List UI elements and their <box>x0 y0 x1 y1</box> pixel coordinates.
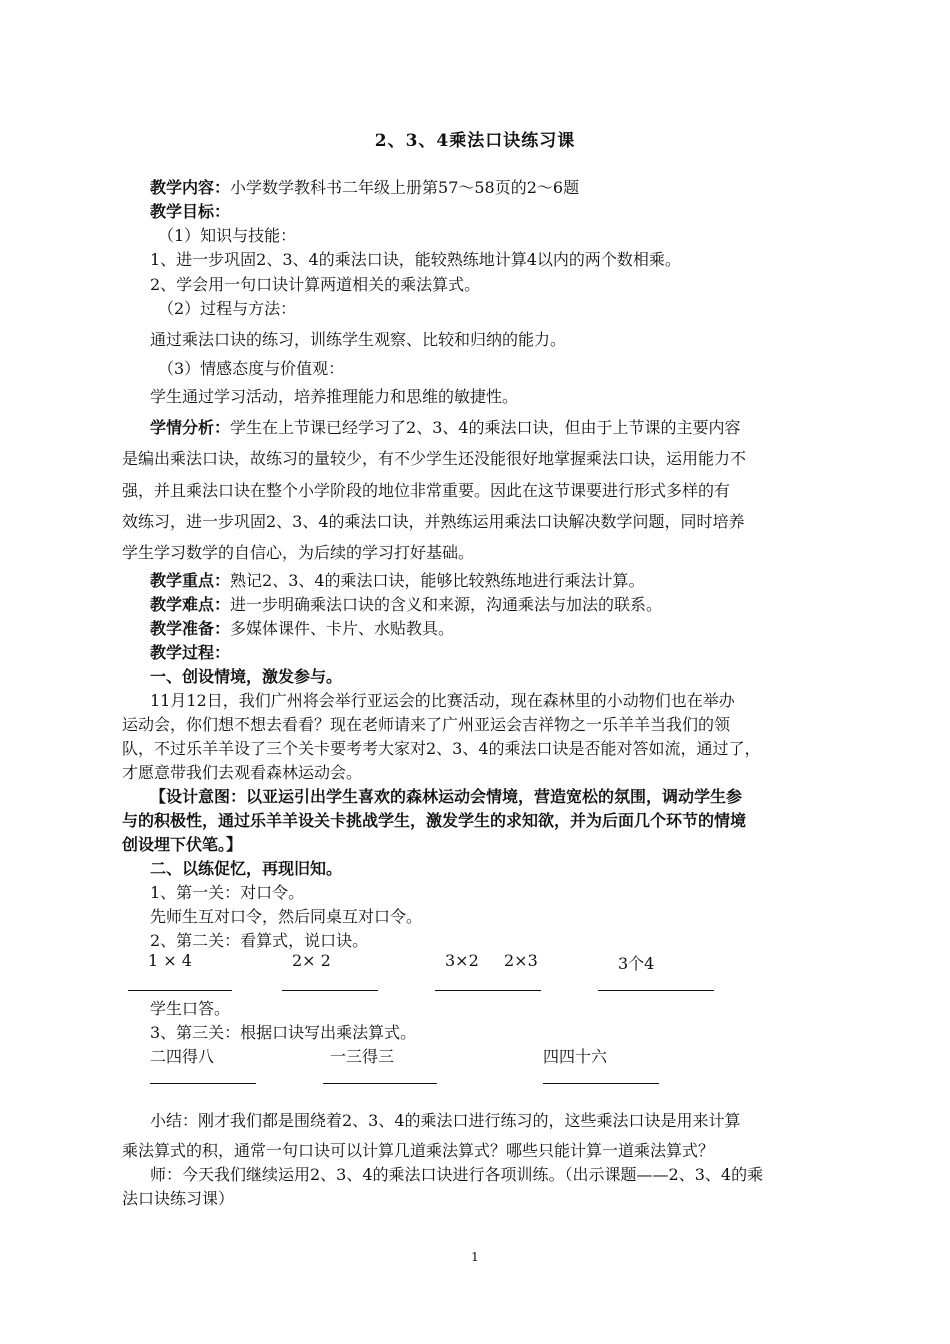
level3-line: 3、第三关：根据口诀写出乘法算式。 <box>150 1023 417 1042</box>
goal2-head: （2）过程与方法： <box>158 299 297 318</box>
goal3-head: （3）情感态度与价值观： <box>158 359 345 378</box>
teacher-line: 师：今天我们继续运用2、3、4的乘法口诀进行各项训练。（出示课题——2、3、4的乘 <box>150 1165 764 1184</box>
design-line: 创设埋下伏笔。】 <box>122 835 243 854</box>
document-title: 2、3、4乘法口诀练习课 <box>374 131 576 151</box>
answer-blank <box>435 990 541 991</box>
answer-text: 学生口答。 <box>150 999 231 1018</box>
answer-blank <box>598 990 714 991</box>
calc-item: 2× 2 <box>292 951 331 970</box>
calc-item: 3×2 <box>445 951 479 970</box>
page-number: 1 <box>471 1250 479 1264</box>
calc-item: 1 × 4 <box>148 951 192 970</box>
key-line <box>150 568 866 591</box>
level2-line: 2、第二关：看算式，说口诀。 <box>150 931 369 950</box>
calc-item: 2×3 <box>504 951 538 970</box>
analysis-line <box>150 415 838 438</box>
summary-line: 乘法算式的积，通常一句口诀可以计算几道乘法算式？哪些只能计算一道乘法算式？ <box>122 1141 715 1160</box>
answer-blank <box>128 990 232 991</box>
process-label: 教学过程： <box>150 643 231 662</box>
answer-blank <box>323 1083 437 1084</box>
prep-text: 多媒体课件、卡片、水贴教具。 <box>230 619 455 638</box>
section2-head: 二、以练促忆，再现旧知。 <box>150 859 343 878</box>
content-label: 教学内容： <box>150 178 231 197</box>
rhyme-item: 二四得八 <box>150 1047 215 1066</box>
answer-blank <box>543 1083 659 1084</box>
answer-blank <box>150 1083 256 1084</box>
rhyme-item: 一三得三 <box>330 1047 395 1066</box>
goal1-head: （1）知识与技能： <box>158 226 297 245</box>
summary-line: 小结：刚才我们都是围绕着2、3、4的乘法口进行练习的，这些乘法口诀是用来计算 <box>150 1111 741 1130</box>
section1-head: 一、创设情境，激发参与。 <box>150 667 343 686</box>
analysis-text: 学生在上节课已经学习了2、3、4的乘法口诀，但由于上节课的主要内容 <box>230 418 741 437</box>
difficulty-text: 进一步明确乘法口诀的含义和来源，沟通乘法与加法的联系。 <box>230 595 663 614</box>
section1-line: 才愿意带我们去观看森林运动会。 <box>122 763 363 782</box>
section1-line: 11月12日，我们广州将会举行亚运会的比赛活动，现在森林里的小动物们也在举办 <box>150 691 735 710</box>
difficulty-label: 教学难点： <box>150 595 231 614</box>
rhyme-item: 四四十六 <box>543 1047 608 1066</box>
teacher-line: 法口诀练习课） <box>122 1189 235 1208</box>
answer-blank <box>282 990 378 991</box>
prep-line <box>150 616 866 639</box>
analysis-line: 强，并且乘法口诀在整个小学阶段的地位非常重要。因此在这节课要进行形式多样的有 <box>122 481 731 500</box>
analysis-line: 效练习，进一步巩固2、3、4的乘法口诀，并熟练运用乘法口诀解决数学问题，同时培养 <box>122 512 745 531</box>
difficulty-line <box>150 592 866 615</box>
content-text: 小学数学教科书二年级上册第57～58页的2～6题 <box>230 178 580 197</box>
calc-item: 3个4 <box>618 954 655 973</box>
prep-label: 教学准备： <box>150 619 231 638</box>
analysis-line: 学生学习数学的自信心，为后续的学习打好基础。 <box>122 543 475 562</box>
goals-label: 教学目标： <box>150 202 231 221</box>
section1-line: 队，不过乐羊羊设了三个关卡要考考大家对2、3、4的乘法口诀是否能对答如流，通过了， <box>122 739 761 758</box>
level1-line: 1、第一关：对口令。 <box>150 883 305 902</box>
goal3-text: 学生通过学习活动，培养推理能力和思维的敏捷性。 <box>150 387 519 406</box>
goal1-item: 2、学会用一句口诀计算两道相关的乘法算式。 <box>150 275 481 294</box>
content-line <box>150 175 866 198</box>
key-label: 教学重点： <box>150 571 231 590</box>
goal1-item: 1、进一步巩固2、3、4的乘法口诀，能较熟练地计算4以内的两个数相乘。 <box>150 250 681 269</box>
level1-text: 先师生互对口令，然后同桌互对口令。 <box>150 907 423 926</box>
key-text: 熟记2、3、4的乘法口诀，能够比较熟练地进行乘法计算。 <box>230 571 645 590</box>
design-line: 【设计意图：以亚运引出学生喜欢的森林运动会情境，营造宽松的氛围，调动学生参 <box>150 787 743 806</box>
analysis-line: 是编出乘法口诀，故练习的量较少，有不少学生还没能很好地掌握乘法口诀，运用能力不 <box>122 449 747 468</box>
design-line: 与的积极性，通过乐羊羊设关卡挑战学生，激发学生的求知欲，并为后面几个环节的情境 <box>122 811 747 830</box>
analysis-label: 学情分析： <box>150 418 231 437</box>
section1-line: 运动会，你们想不想去看看？现在老师请来了广州亚运会吉祥物之一乐羊羊当我们的领 <box>122 715 731 734</box>
goal2-text: 通过乘法口诀的练习，训练学生观察、比较和归纳的能力。 <box>150 330 567 349</box>
